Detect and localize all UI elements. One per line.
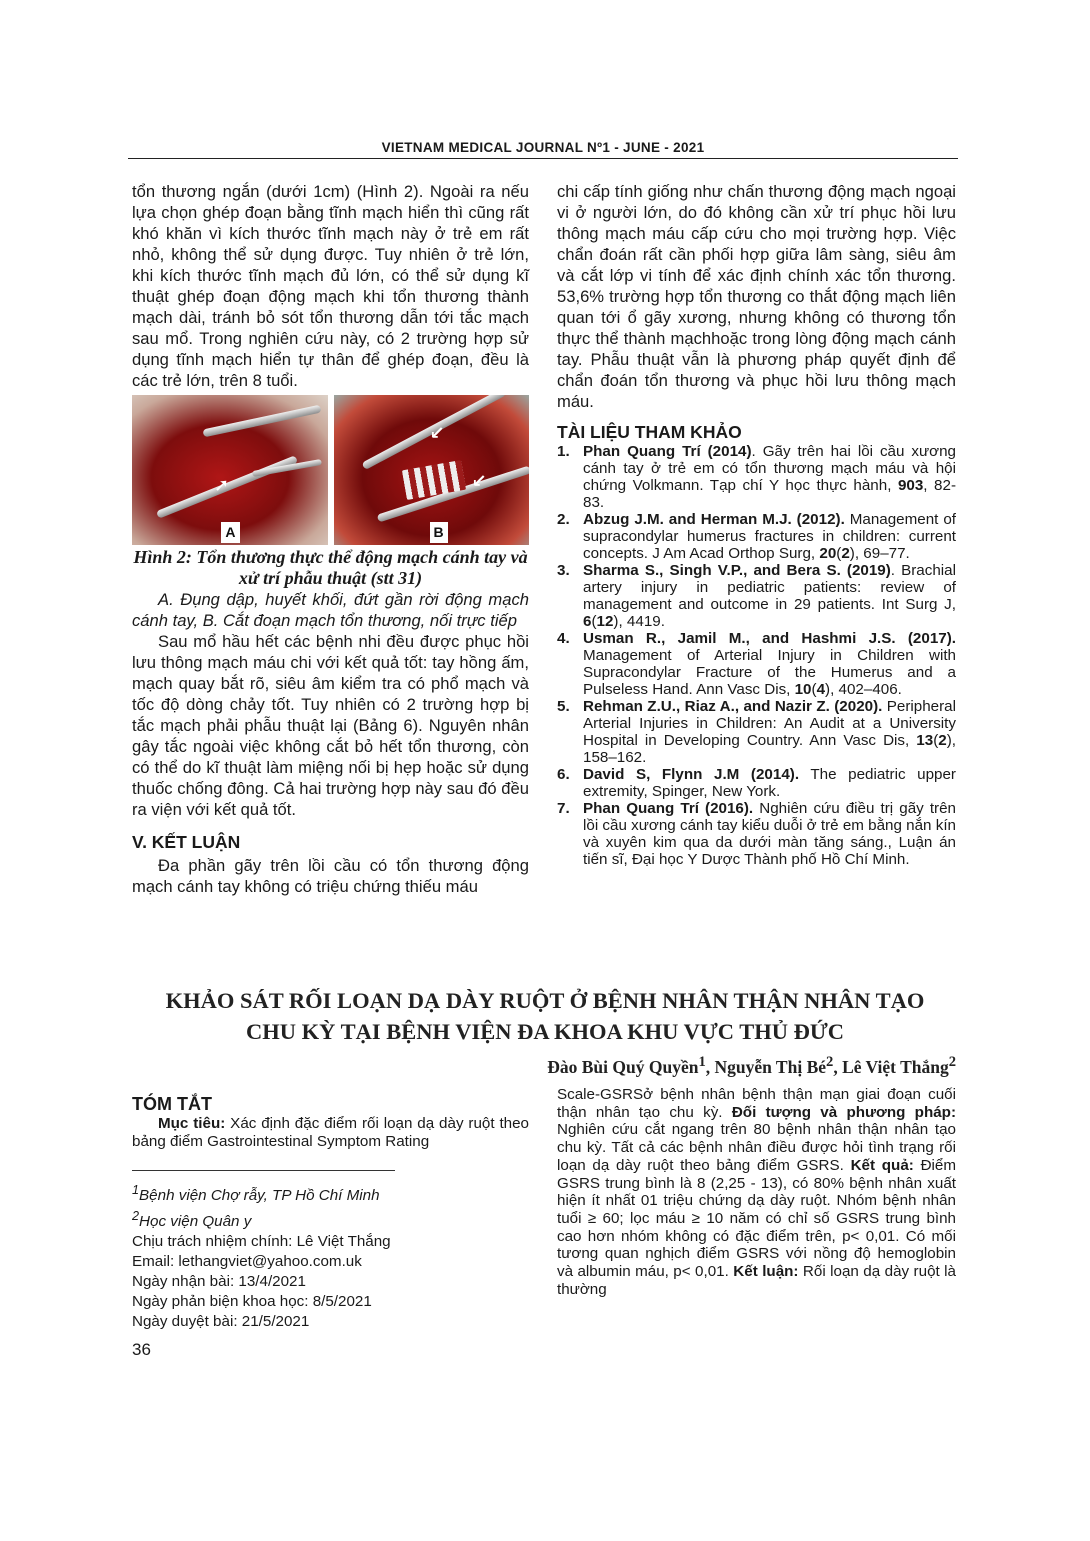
affiliation-text: Bệnh viện Chợ rẫy, TP Hồ Chí Minh — [139, 1187, 380, 1205]
conclusion-label: Kết luận: — [733, 1263, 799, 1281]
reference-author: David S, Flynn J.M (2014). — [583, 766, 800, 783]
body-paragraph: tổn thương ngắn (dưới 1cm) (Hình 2). Ngoài ra nếu lựa chọn ghép đoạn bằng tĩnh mạch hiển thì cũng rất khó khăn vì kích thước tĩnh mạch này ở trẻ em rất nhỏ, không thể sử dụng được. Tuy nhiên ở trẻ lớn, khi kích thước tĩnh mạch đủ lớn, có thể sử dụng kĩ thuật ghép đoạn động mạch khi tổn thương thành mạch dài, tránh bỏ sót tổn thương dẫn tới tắc mạch sau mổ. Trong nghiên cứu này, có 2 trường hợp sử dụng tĩnh mạch hiển tự thân để ghép đoạn, đều là các trẻ lớn, trên 8 tuổi. — [132, 182, 529, 390]
reference-text: Peripheral Arterial Injuries in Children: An Audit at a University Hospital in Developing Country. Ann Vasc Dis, — [583, 698, 956, 749]
reference-author: Abzug J.M. and Herman M.J. (2012). — [583, 511, 845, 528]
body-paragraph: chi cấp tính giống như chấn thương động mạch ngoại vi ở người lớn, do đó không cần xử trí phục hồi lưu thông mạch máu cấp cứu cho mọi trường hợp. Việc chẩn đoán rất cần phối hợp giữa lâm sàng, siêu âm và cắt lớp vi tính để xác định chính xác tổn thương. 53,6% trường hợp tổn thương co thắt động mạch liên quan tới ổ gãy xương, nhưng không có thương tổn thực thể thành mạchhoặc trong lòng động mạch cánh tay. Phẫu thuật vẫn là phương pháp quyết định để chẩn đoán tổn thương và phục hồi lưu thông mạch máu. — [557, 182, 956, 411]
reference-number: 4. — [557, 630, 570, 647]
abstract-right — [557, 1086, 956, 1298]
body-paragraph: Sau mổ hầu hết các bệnh nhi đều được phục hồi lưu thông mạch máu chi với kết quả tốt: tay hồng ấm, mạch quay bắt rõ, siêu âm kiểm tra có phổ mạch và tốc độ dòng chảy tốt. Tuy nhiên có 2 trường hợp bị tắc mạch phải phẫu thuật lại (Bảng 6). Nguyên nhân gây tắc ngoài việc không cắt bỏ hết tổn thương, còn có thể do kĩ thuật làm miệng nối bị hẹp hoặc sử dụng thuốc chống đông. Cả hai trường hợp này sau đó đều ra viện với kết quả tốt. — [132, 632, 529, 819]
reference-item — [557, 800, 956, 868]
email-line: Email: lethangviet@yahoo.com.uk — [132, 1253, 362, 1271]
reference-item — [557, 443, 956, 511]
reference-issue: 2 — [841, 545, 850, 562]
accepted-date: Ngày duyệt bài: 21/5/2021 — [132, 1313, 310, 1331]
reference-issue: 12 — [596, 613, 614, 630]
reference-item: 3. Sharma S., Singh V.P., and Bera S. (2019). Brachial artery injury in pediatric patients: review of management and outcome in 29 patients. Int Surg J, 6(12), 4419. — [557, 562, 956, 630]
footnote-rule — [132, 1170, 395, 1171]
section-heading: V. KẾT LUẬN — [132, 832, 241, 852]
abstract-left — [132, 1093, 529, 1150]
reference-pages: , 82-83. — [583, 477, 957, 511]
surgical-photo-a — [132, 395, 328, 545]
conclusion-text: Rối loạn dạ dày ruột là thường — [557, 1263, 956, 1298]
methods-label: Đối tượng và phương pháp: — [731, 1103, 957, 1121]
reference-volume: 903 — [897, 477, 924, 494]
reference-text: Management of supracondylar humerus fractures in children: current concepts. J Am Acad Orthop Surg, — [583, 511, 956, 562]
affiliation-text: Học viện Quân y — [139, 1213, 252, 1231]
photo-label-a: A — [221, 522, 239, 543]
corresponding-author: Chịu trách nhiệm chính: Lê Việt Thắng — [132, 1233, 391, 1251]
photo-label-b: B — [430, 522, 448, 543]
arrow-icon: ➚ — [214, 475, 230, 495]
reviewed-date: Ngày phản biện khoa học: 8/5/2021 — [132, 1293, 372, 1311]
reference-number: 1. — [557, 443, 570, 460]
reference-text: . Brachial artery injury in pediatric patients: review of management and outcome in 29 patients. Int Surg J, — [583, 562, 956, 613]
journal-header: VIETNAM MEDICAL JOURNAL Nº1 - JUNE - 2021 — [381, 140, 705, 155]
results-label: Kết quả: — [850, 1156, 914, 1174]
reference-number: 6. — [557, 766, 570, 783]
header-rule — [128, 158, 958, 159]
article-title — [120, 985, 970, 1047]
author-name: Đào Bùi Quý Quyền — [547, 1056, 699, 1077]
references-list — [557, 443, 956, 868]
reference-issue: 4 — [816, 681, 826, 698]
surgical-photo-b — [334, 395, 530, 545]
left-column — [132, 181, 529, 897]
reference-pages: , 402–406. — [830, 681, 902, 698]
reference-author: Rehman Z.U., Riaz A., and Nazir Z. (2020). — [583, 698, 883, 715]
article-title-line: CHU KỲ TẠI BỆNH VIỆN ĐA KHOA KHU VỰC THỦ ĐỨC — [246, 1019, 844, 1044]
reference-item: 5. Rehman Z.U., Riaz A., and Nazir Z. (2020). Peripheral Arterial Injuries in Children: An Audit at a University Hospital in Developing Country. Ann Vasc Dis, 13(2), 158–162. — [557, 698, 956, 766]
reference-item: 4. Usman R., Jamil M., and Hashmi J.S. (2017). Management of Arterial Injury in Children with Supracondylar Fracture of the Humerus and a Pulseless Hand. Ann Vasc Dis, 10(4), 402–406. — [557, 630, 956, 698]
reference-text: Nghiên cứu điều trị gãy trên lồi cầu xương cánh tay kiểu duỗi ở trẻ em bằng nắn kín và xuyên kim qua da dưới màn tăng sáng., Luận án tiến sĩ, Đại học Y Dược Thành phố Hồ Chí Minh. — [583, 800, 956, 868]
reference-issue: 2 — [938, 732, 947, 749]
reference-item — [557, 766, 956, 800]
footnotes — [132, 1180, 532, 1332]
right-column — [557, 181, 956, 868]
page-number: 36 — [132, 1340, 151, 1359]
author-affiliation-mark: 1 — [698, 1054, 706, 1070]
abstract-heading: TÓM TẮT — [132, 1094, 212, 1114]
reference-number: 2. — [557, 511, 570, 528]
reference-author: Phan Quang Trí (2016). — [583, 800, 754, 817]
article-title-line: KHẢO SÁT RỐI LOẠN DẠ DÀY RUỘT Ở BỆNH NHÂN THẬN NHÂN TẠO — [165, 988, 925, 1013]
figure-2 — [132, 395, 529, 545]
surgical-clamp-shape — [202, 405, 321, 438]
reference-author: Phan Quang Trí (2014) — [583, 443, 752, 460]
author-name: Nguyễn Thị Bé — [714, 1056, 827, 1077]
affiliation-1 — [132, 1180, 532, 1206]
reference-item: 2. Abzug J.M. and Herman M.J. (2012). Management of supracondylar humerus fractures in children: current concepts. J Am Acad Orthop Surg, 20(2), 69–77. — [557, 511, 956, 562]
conclusion-paragraph: Đa phần gãy trên lồi cầu có tổn thương động mạch cánh tay không có triệu chứng thiếu máu — [132, 856, 529, 896]
reference-text: The pediatric upper extremity, Spinger, New York. — [583, 766, 956, 800]
reference-number: 3. — [557, 562, 570, 579]
affiliation-mark: 2 — [132, 1209, 140, 1224]
reference-volume: 10 — [794, 681, 812, 698]
reference-text: Management of Arterial Injury in Children with Supracondylar Fracture of the Humerus and a Pulseless Hand. Ann Vasc Dis, — [583, 647, 956, 698]
author-name: Lê Việt Thắng — [842, 1056, 949, 1077]
methods-text: Nghiên cứu cắt ngang trên 80 bệnh nhân thận nhân tạo chu kỳ. Tất cả các bệnh nhân điều được hỏi tình trạng rối loạn dạ dày ruột theo bảng điểm GSRS. — [557, 1121, 956, 1174]
reference-pages: , 69–77. — [854, 545, 910, 562]
reference-pages: , 4419. — [618, 613, 665, 630]
reference-author: Usman R., Jamil M., and Hashmi J.S. (2017). — [583, 630, 956, 647]
reference-pages: , 158–162. — [583, 732, 956, 766]
abstract-objective — [132, 1115, 529, 1150]
abstract-text: Scale-GSRSở bệnh nhân bệnh thận mạn giai đoạn cuối thận nhân tạo chu kỳ. — [557, 1086, 956, 1121]
figure-caption: A. Đụng dập, huyết khối, đứt gần rời động mạch cánh tay, B. Cắt đoạn mạch tổn thương, nối trực tiếp — [132, 590, 529, 630]
reference-volume: 20 — [819, 545, 837, 562]
objective-text: Xác định đặc điểm rối loạn dạ dày ruột theo bảng điểm Gastrointestinal Symptom Rating — [132, 1115, 530, 1150]
affiliation-2 — [132, 1206, 532, 1232]
objective-label: Mục tiêu: — [158, 1115, 226, 1132]
author-affiliation-mark: 2 — [948, 1054, 956, 1070]
references-heading: TÀI LIỆU THAM KHẢO — [557, 422, 742, 442]
reference-text: . Gãy trên hai lồi cầu xương cánh tay ở trẻ em có tổn thương mạch máu và hội chứng Volkmann. Tạp chí Y học thực hành, — [583, 443, 956, 494]
results-text: Điểm GSRS trung bình là 8 (2,25 - 13), có 80% bệnh nhân xuất hiện ít nhất 01 triệu chứng dạ dày ruột. Nhóm bệnh nhân tuổi ≥ 60; lọc máu ≥ 10 năm có chỉ số GSRS trung bình cao hơn nhóm không có đặc điểm trên, p< 0,01. Có mối tương quan nghịch điểm GSRS với nồng độ hemoglobin và albumin máu, p< 0,01. — [557, 1156, 957, 1281]
reference-number: 5. — [557, 698, 570, 715]
author-affiliation-mark: 2 — [826, 1054, 834, 1070]
arrow-icon: ↙ — [471, 471, 487, 491]
affiliation-mark: 1 — [132, 1183, 140, 1197]
article-authors: Đào Bùi Quý Quyền$^1$, Nguyễn Thị $Bé^2$, Lê Việt Thắng$^2$ — [547, 1054, 956, 1077]
reference-author: Sharma S., Singh V.P., and Bera S. (2019) — [583, 562, 891, 579]
figure-title: Hình 2: Tổn thương thực thể động mạch cánh tay và xử trí phẫu thuật (stt 31) — [133, 547, 528, 588]
reference-volume: 13 — [916, 732, 934, 749]
arrow-icon: ↙ — [429, 423, 445, 443]
received-date: Ngày nhận bài: 13/4/2021 — [132, 1273, 306, 1291]
reference-number: 7. — [557, 800, 570, 817]
reference-volume: 6 — [583, 613, 592, 630]
